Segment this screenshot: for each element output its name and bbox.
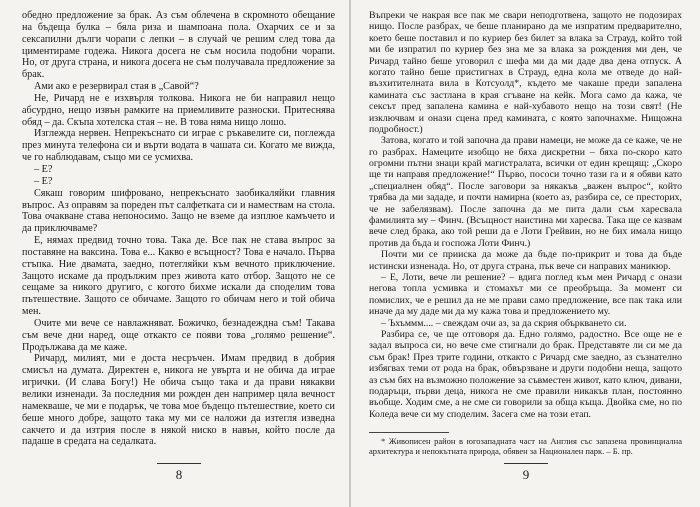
right-paragraph-5: – Ъхъммм.... – свеждам очи аз, за да скрия объркването си. xyxy=(381,317,627,329)
left-paragraph-3: Не, Ричард не е изхвърля толкова. Никога не би направил нещо абсурдно, нещо извън рамките на приемливите разноски. Притеснява обяд – да. Скъпа хотелска стая – не. В това няма нищо лошо. xyxy=(22,92,335,128)
left-page-number: 8 xyxy=(175,467,183,482)
left-paragraph-8: Е, нямах предвид точно това. Такa де. Все пак не става въпрос за поставяне на ваксина. Това е... Какво е всъщност? Това е начало. Първа стъпка. Ние двамата, заедно, потегляйки към вечното приключение. Защото искаме да продължим през живота като отбор. Защото не се сещаме за никого другиго, с когото бихме искали да споделим това пътешествие. Защото се обичаме. Защото го обичам него и той обича мен. xyxy=(22,235,335,318)
right-paragraph-2: Затова, когато и той започна да прави намеци, не може да се каже, че не го разбрах. Намеците изобщо не бяха дискретни – бяха по-скоро като огромни пътни знаци край магистралата, всички от един крещящ: „Скоро ще ти направя предложение!“ Първо, пососи точно тази гa и я обяви като „специалнен обяд“. После заговори за някакъв „важен въпрос“, който трябва да ми зададе, и почти намирна (което аз, разбира се, се престорих, че не забелязвам). После започна да ме пита дали съм харесвала фамилията му – Финч. (Всъщност наистина ми харесва. Така ще се казвам вече след брака, ако той реши да е Лоти Грейвин, но не бих имала нищо против да бъда и госпожа Лоти Финч.) xyxy=(369,135,682,249)
right-folio-rule xyxy=(504,463,548,464)
left-paragraph-9: Очите ми вече се навлажняват. Божичко, безнадеждна съм! Такава съм вече дни наред, още откакто се появи това „голямо решение“. Продължава да ме каже. xyxy=(22,317,335,353)
right-page-number: 9 xyxy=(522,467,530,482)
book-gutter xyxy=(349,0,351,507)
footnote-divider xyxy=(369,432,449,433)
footnote: * Живописен район в югозападната част на Англия със запазена провинциална архитектура и непокътната природа, обявен за Национален парк. – Б. пр. xyxy=(369,436,682,457)
right-paragraph-6: Разбира се, че ще отговоря да. Едно голямо, радостно. Всe още не е задал въпроса си, но вече сме стигнали до брак. Представяте ли си ме да съм брак! През трите години, откакто с Ричард сме заедно, аз съзнателно избягвах теми от рода на брак, обвързване и други подобни неща, защото аз съм бях на възможно положение за съвместен живот, като ключ, дивани, подаръци, първи деца, никога не сме правили никакъв план, постоянно въобще. Ходим сме, а не сме си говорили за обща къща. Двойка сме, но по Коледа вече си му споделим. Засега сме на този етап. xyxy=(369,328,683,420)
right-paragraph-1: Въпреки че накрая все пак ме свари неподготвена, защото не подозирах нищо. После разбрах, че беше планирано да ме изпратим предварително, което беше поставил и по куриер без билет за влака за Страуд, който той ми бе изпратил по куриер без зна ме за влака за рождения ми ден, че Ричард тайно беше уговорил с шефа ми да ми даде два дена отпуск. А когато тайно беше пристигнах в Страуд, една кола ме отведе до най-възхитителната вила в Котсуолд*, където ме чакаше преди запалена камината със застлана в края сгъване на кейк. Мога само да кажа, че сексът пред запалена камина е най-хубавото нещо на този свят! (Не изключвам и онази сцена пред камината, с която започнахме. Нищожна подробност.) xyxy=(369,10,682,135)
left-paragraph-2: Ами ако е резервирал стая в „Савой“? xyxy=(34,81,199,93)
left-paragraph-7: Сякаш говорим шифровано, непрекъснато заобикаляйки главния въпрос. Аз оправям за пореден път салфетката си и намествам на стола. Това очакване става непоносимо. Защо не вземе да изплюе камъчето и да приключваме? xyxy=(22,187,335,235)
left-paragraph-1: обедно предложение за брак. Аз съм облечена в скромното обещание на бъдеща булка – бяла риза и шампоана пола. Охарчих се и за сексапилни дълги чорапи с лепки – в случай че решим след това да циментираме годежа. Никога досега не съм носила подобни чорапи. Но, от друга страна, и никога досега не съм получавала предложение за брак. xyxy=(22,10,335,81)
left-folio-rule xyxy=(157,463,201,464)
right-page xyxy=(369,10,682,456)
left-paragraph-10: Ричард, милият, ми е доста несръчен. Имам предвид в добрия смисъл на думата. Директен е, никога не увърта и не обича да играе игрички. (И слава Богу!) Не обича също така и да прави някакви велики изненади. За последния ми рожден ден например цяла вечност намекваше, че ми е подарък, че това мое бъдещо пътешествие, което си беше много добре, защото така му ми се наложи да изтегля изведна сакчето и да изтрия после в някой ниско в навън, който после да падаше в средата на седалката. xyxy=(22,353,335,448)
left-paragraph-6: – Е? xyxy=(34,175,53,187)
right-paragraph-4: – Е, Лоти, вече ли решение? – вдига поглед към мен Ричард с онази негова топла усмивка и стомахът ми се преобръща. За момент си помислих, че е решил да не ме прави само предложение, все пак така или иначе да му даде ми да му кажа това и предложението му. xyxy=(369,271,682,318)
right-paragraph-3: Почти ми се прииска да може да бъде по-прикрит и това да бъде истински изненада. Но, от друга страна, пък вече си направих маникюр. xyxy=(369,249,682,272)
left-page xyxy=(22,10,335,448)
left-paragraph-5: – Е? xyxy=(34,163,53,175)
left-paragraph-4: Изглежда нервен. Непрекъснато си играе с ръкавелите си, поглежда през минута телефона си и върти водата в чашата си. Когато ме вижда, че го наблюдавам, също ми се усмихва. xyxy=(22,128,335,164)
